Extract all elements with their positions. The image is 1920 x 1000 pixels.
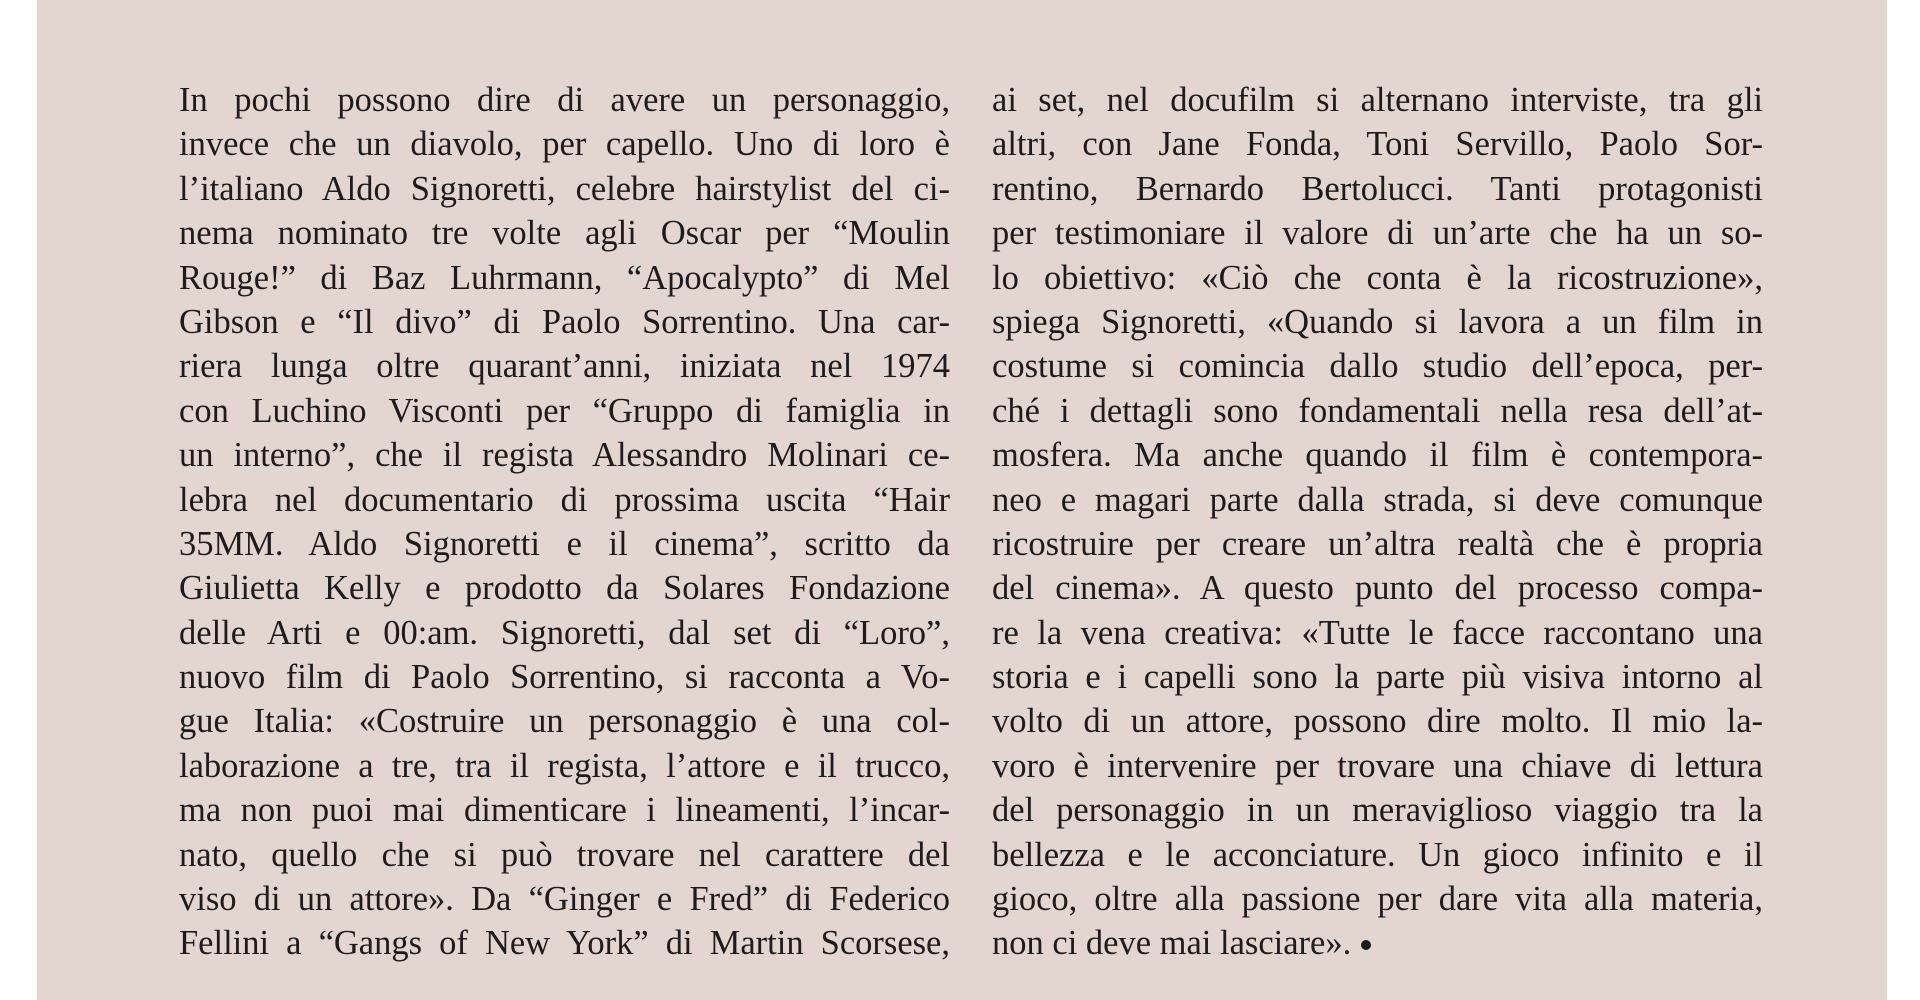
article-line: ai set, nel docufilm si alternano interviste, tra gli	[992, 81, 1763, 119]
article-line: voro è intervenire per trovare una chiave di lettura	[992, 746, 1763, 785]
article-line: 35MM. Aldo Signoretti e il cinema”, scritto da	[179, 524, 950, 563]
article-line: costume si comincia dallo studio dell’epoca, per-	[992, 347, 1763, 386]
article-line: Gibson e “Il divo” di Paolo Sorrentino. Una car-	[179, 302, 950, 341]
article-line: gue Italia: «Costruire un personaggio è una col-	[179, 702, 950, 741]
article-line: delle Arti e 00:am. Signoretti, dal set di “Loro”,	[179, 613, 950, 652]
bullet-dot-icon	[1361, 940, 1371, 950]
article-line: volto di un attore, possono dire molto. Il mio la-	[992, 702, 1763, 741]
article-line: bellezza e le acconciature. Un gioco infinito e il	[992, 835, 1763, 874]
article-line: invece che un diavolo, per capello. Uno di loro è	[179, 125, 950, 164]
article-line: con Luchino Visconti per “Gruppo di famiglia in	[179, 391, 950, 430]
article-line: l’italiano Aldo Signoretti, celebre hairstylist del ci-	[179, 169, 950, 208]
article-line-final-text: non ci deve mai lasciare».	[992, 924, 1352, 963]
article-line: nema nominato tre volte agli Oscar per “Moulin	[179, 214, 950, 253]
article-line: viso di un attore». Da “Ginger e Fred” di Federico	[179, 880, 950, 919]
article-line: riera lunga oltre quarant’anni, iniziata nel 1974	[179, 347, 950, 386]
article-line: neo e magari parte dalla strada, si deve comunque	[992, 480, 1763, 519]
article-line: spiega Signoretti, «Quando si lavora a un film in	[992, 302, 1763, 341]
article-line: un interno”, che il regista Alessandro Molinari ce-	[179, 436, 950, 475]
article-line: laborazione a tre, tra il regista, l’attore e il trucco,	[179, 746, 950, 785]
article-line: rentino, Bernardo Bertolucci. Tanti protagonisti	[992, 169, 1763, 208]
article-line-final	[992, 921, 1763, 965]
article-line: del cinema». A questo punto del processo compa-	[992, 569, 1763, 608]
article-line: ma non puoi mai dimenticare i lineamenti, l’incar-	[179, 791, 950, 830]
article-line: Rouge!” di Baz Luhrmann, “Apocalypto” di Mel	[179, 258, 950, 297]
article-line: per testimoniare il valore di un’arte che ha un so-	[992, 214, 1763, 253]
article-column-right	[992, 78, 1763, 966]
article-line: ché i dettagli sono fondamentali nella resa dell’at-	[992, 391, 1763, 430]
article-line: altri, con Jane Fonda, Toni Servillo, Paolo Sor-	[992, 125, 1763, 164]
article-line: nato, quello che si può trovare nel carattere del	[179, 835, 950, 874]
article-line: re la vena creativa: «Tutte le facce raccontano una	[992, 613, 1763, 652]
article-line: In pochi possono dire di avere un personaggio,	[179, 81, 950, 119]
article-line: del personaggio in un meraviglioso viaggio tra la	[992, 791, 1763, 830]
article-column-left	[179, 78, 950, 966]
article-line: lebra nel documentario di prossima uscita “Hair	[179, 480, 950, 519]
article-line: mosfera. Ma anche quando il film è contempora-	[992, 436, 1763, 475]
article-line: gioco, oltre alla passione per dare vita alla materia,	[992, 880, 1763, 919]
article-line: lo obiettivo: «Ciò che conta è la ricostruzione»,	[992, 258, 1763, 297]
article-line: nuovo film di Paolo Sorrentino, si racconta a Vo-	[179, 658, 950, 697]
article-line: ricostruire per creare un’altra realtà che è propria	[992, 524, 1763, 563]
article-page	[37, 0, 1887, 1000]
article-line: Fellini a “Gangs of New York” di Martin Scorsese,	[179, 924, 950, 963]
article-line: storia e i capelli sono la parte più visiva intorno al	[992, 658, 1763, 697]
article-line: Giulietta Kelly e prodotto da Solares Fondazione	[179, 569, 950, 608]
